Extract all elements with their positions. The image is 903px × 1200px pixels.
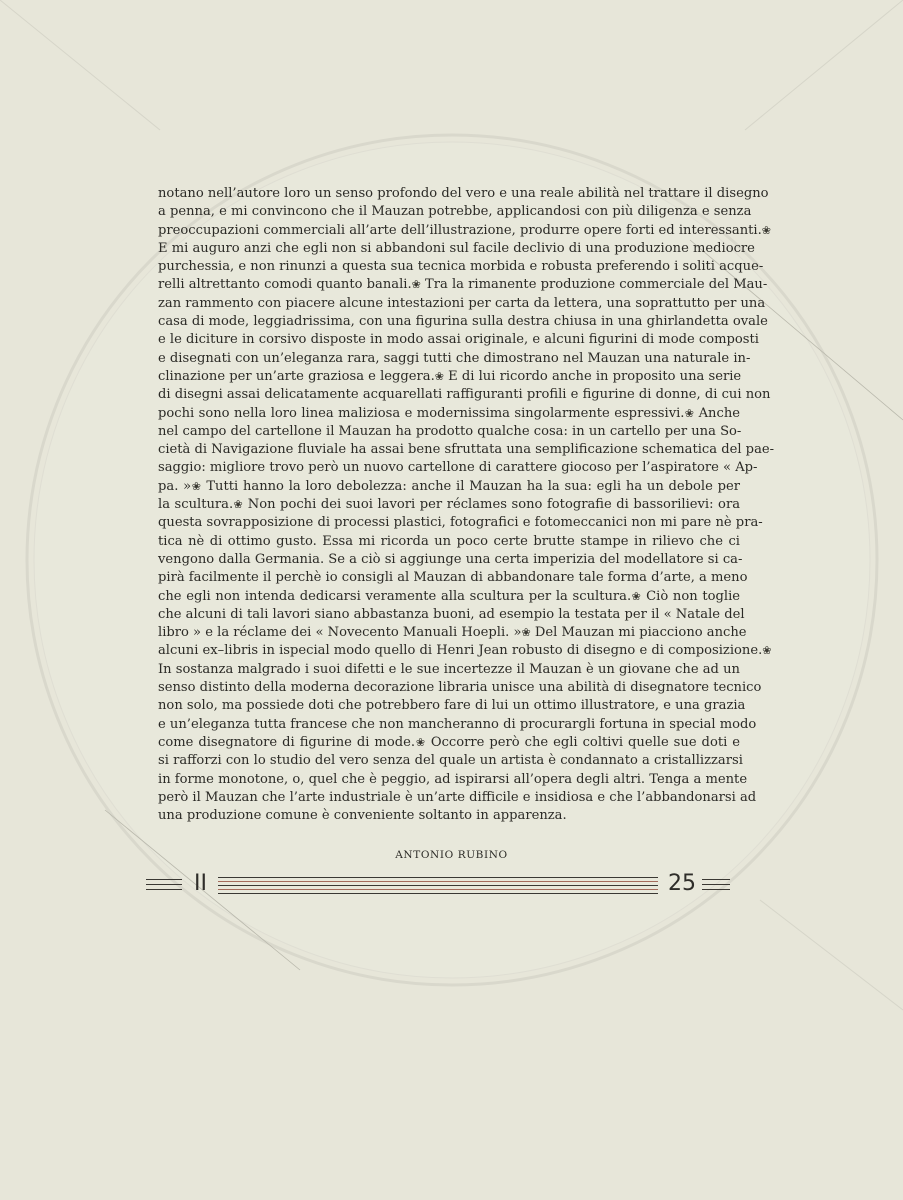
ornament-icon: ❀ (233, 498, 244, 512)
text-line: vengono dalla Germania. Se a ciò si aggiunge una certa imperizia del modellatore si ca- (158, 551, 743, 567)
text-line: zan rammento con piacere alcune intestazioni per carta da lettera, una soprattutto per una (158, 295, 766, 311)
text-line: pochi sono nella loro linea maliziosa e modernissima singolarmente espressivi.❀ Anche (158, 405, 740, 421)
ornament-icon: ❀ (761, 223, 771, 237)
footer-rule (218, 893, 658, 894)
article-text (158, 185, 775, 825)
text-line: in forme monotone, o, quel che è peggio, ad ispirarsi all’opera degli altri. Tenga a mente (158, 771, 748, 787)
ornament-icon: ❀ (521, 626, 531, 640)
text-line: pa. »❀ Tutti hanno la loro debolezza: anche il Mauzan ha la sua: egli ha un debole per (158, 478, 740, 494)
ornament-icon: ❀ (191, 479, 202, 493)
text-line: relli altrettanto comodi quanto banali.❀ Tra la rimanente produzione commerciale del Mau- (158, 277, 768, 293)
text-line: alcuni ex–libris in ispecial modo quello di Henri Jean robusto di disegno e di composizione.❀ (158, 643, 772, 659)
text-line: senso distinto della moderna decorazione libraria unisce una abilità di disegnatore tecnico (158, 680, 762, 696)
text-line: la scultura.❀ Non pochi dei suoi lavori per réclames sono fotografie di bassorilievi: ora (158, 497, 741, 513)
footer-rule (218, 889, 658, 890)
text-line: saggio: migliore trovo però un nuovo cartellone di carattere giocoso per l’aspiratore « Ap- (158, 460, 758, 476)
ornament-icon: ❀ (762, 644, 772, 658)
footer-rule (702, 884, 730, 885)
text-line: che alcuni di tali lavori siano abbastanza buoni, ad esempio la testata per il « Natale del (158, 606, 745, 622)
ornament-icon: ❀ (684, 406, 695, 420)
ornament-icon: ❀ (411, 278, 421, 292)
text-line: questa sovrapposizione di processi plastici, fotografici e fotomeccanici non mi pare nè pra- (158, 515, 763, 531)
volume-number: II (194, 871, 207, 896)
text-line: e le diciture in corsivo disposte in modo assai originale, e alcuni figurini di mode composti (158, 332, 759, 348)
footer-rule (218, 885, 658, 886)
page-footer (146, 870, 730, 902)
text-line: però il Mauzan che l’arte industriale è un’arte difficile e insidiosa e che l’abbandonarsi ad (158, 789, 757, 805)
text-line: preoccupazioni commerciali all’arte dell’illustrazione, produrre opere forti ed interessanti.❀ (158, 222, 771, 238)
text-line: purchessia, e non rinunzi a questa sua tecnica morbida e robusta preferendo i soliti acque- (158, 259, 764, 275)
text-line: una produzione comune è conveniente soltanto in apparenza. (158, 808, 567, 824)
text-line: clinazione per un’arte graziosa e leggera.❀ E di lui ricordo anche in proposito una serie (158, 368, 742, 384)
text-line: E mi auguro anzi che egli non si abbandoni sul facile declivio di una produzione mediocre (158, 240, 755, 256)
text-line: nel campo del cartellone il Mauzan ha prodotto qualche cosa: in un cartello per una So- (158, 423, 742, 439)
text-line: non solo, ma possiede doti che potrebbero fare di lui un ottimo illustratore, e una grazia (158, 698, 746, 714)
ornament-icon: ❀ (434, 369, 444, 383)
footer-rule (702, 889, 730, 890)
text-line: si rafforzi con lo studio del vero senza del quale un artista è condannato a cristallizzarsi (158, 753, 743, 769)
text-line: e un’eleganza tutta francese che non mancheranno di procurargli fortuna in special modo (158, 716, 757, 732)
footer-rule (146, 889, 182, 890)
text-line: di disegni assai delicatamente acquarellati raffiguranti profili e figurine di donne, di cui non (158, 387, 771, 403)
text-line: che egli non intenda dedicarsi veramente alla scultura per la scultura.❀ Ciò non toglie (158, 588, 741, 604)
text-line: notano nell’autore loro un senso profondo del vero e una reale abilità nel trattare il disegno (158, 186, 769, 201)
text-line: a penna, e mi convincono che il Mauzan potrebbe, applicandosi con più diligenza e senza (158, 204, 752, 220)
text-line: cietà di Navigazione fluviale ha assai bene sfruttata una semplificazione schematica del pae- (158, 442, 775, 458)
ornament-icon: ❀ (631, 589, 642, 603)
text-line: libro » e la réclame dei « Novecento Manuali Hoepli. »❀ Del Mauzan mi piacciono anche (158, 625, 747, 641)
text-line: come disegnatore di figurine di mode.❀ Occorre però che egli coltivi quelle sue doti e (158, 734, 741, 750)
page-number: 25 (668, 871, 696, 896)
text-line: pirà facilmente il perchè io consigli al Mauzan di abbandonare tale forma d’arte, a meno (158, 570, 748, 586)
text-line: tica nè di ottimo gusto. Essa mi ricorda un poco certe brutte stampe in rilievo che ci (158, 533, 740, 549)
footer-rule (218, 877, 658, 878)
footer-rule (146, 879, 182, 880)
ornament-icon: ❀ (415, 735, 426, 749)
footer-rule (702, 879, 730, 880)
text-line: In sostanza malgrado i suoi difetti e le sue incertezze il Mauzan è un giovane che ad un (158, 661, 740, 677)
footer-rule (218, 881, 658, 882)
text-line: e disegnati con un’eleganza rara, saggi tutti che dimostrano nel Mauzan una naturale in- (158, 350, 751, 366)
footer-rule (146, 884, 182, 885)
text-line: casa di mode, leggiadrissima, con una figurina sulla destra chiusa in una ghirlandetta ovale (158, 314, 768, 330)
author-signature: ANTONIO RUBINO (395, 849, 508, 861)
